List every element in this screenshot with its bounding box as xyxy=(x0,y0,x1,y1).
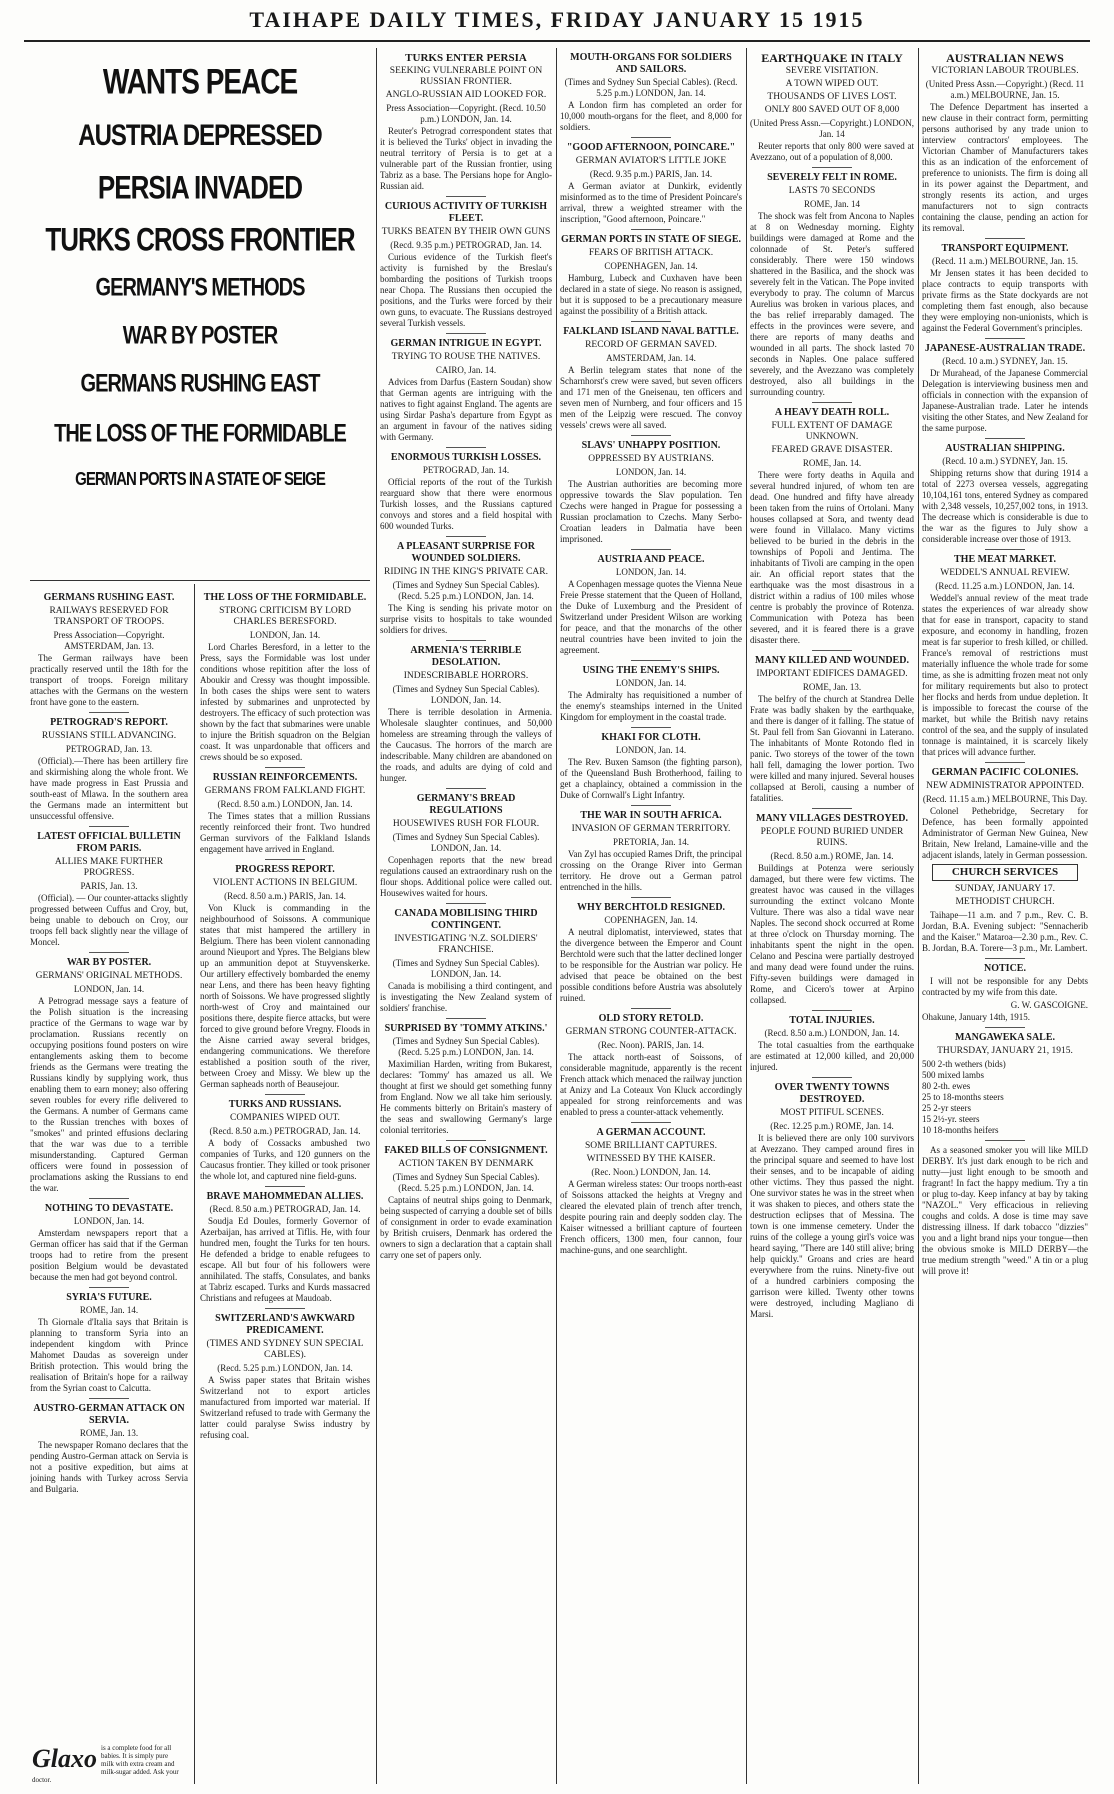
article-text: A London firm has completed an order for 10,000 mouth-organs for the fleet, and 8,000 for soldiers. xyxy=(560,100,742,132)
glaxo-text: is a complete food for all babies. It is simply pure milk with extra cream and milk-sugar added. Ask your doctor. xyxy=(32,1744,179,1784)
dateline: (Rec. Noon.) LONDON, Jan. 14. xyxy=(591,1167,711,1177)
column-4 xyxy=(560,48,742,1786)
separator xyxy=(265,767,305,768)
dateline: LONDON, Jan. 14. xyxy=(615,678,687,688)
article-text: A Copenhagen message quotes the Vienna Neue Freie Presse statement that the Queen of Holland, the Duke of Luxemburg and the President of Switzerland under President Wilson are working for peace, and that the monarchs of the other neutral countries have been invited to join the agreement. xyxy=(560,579,742,655)
article-heading: A HEAVY DEATH ROLL. xyxy=(774,407,890,418)
article-heading: A GERMAN ACCOUNT. xyxy=(596,1127,706,1138)
article-subheading: WEDDEL'S ANNUAL REVIEW. xyxy=(940,568,1070,578)
article-subheading: INVESTIGATING 'N.Z. SOLDIERS' FRANCHISE. xyxy=(394,934,538,955)
separator xyxy=(89,1198,129,1199)
article-subheading: LASTS 70 SECONDS xyxy=(788,186,876,196)
article-text: A neutral diplomatist, interviewed, states that the divergence between the Emperor and Count Berchtold were such that the latter declined longer to be responsible for the Austrian war policy. He advised that peace be obtained on the best possible conditions before Austria was absolutely ruined. xyxy=(560,927,742,1003)
separator xyxy=(89,826,129,827)
big-headline: GERMANS RUSHING EAST xyxy=(80,370,320,398)
dateline: ROME, Jan. 14. xyxy=(802,458,862,468)
separator xyxy=(446,333,486,334)
article-heading: KHAKI FOR CLOTH. xyxy=(601,732,701,743)
article-subheading: GERMAN AVIATOR'S LITTLE JOKE xyxy=(575,156,727,166)
article-text: The shock was felt from Ancona to Naples at 8 on Wednesday morning. Eighty buildings were damaged at Rome and the colonnade of St. Peter's suffered considerably. There were 150 windows shattered in the Basilica, and the shock was severely felt in the Vatican. The Pope invited everybody to pray. The column of Marcus Aurelius was broken in various places, and the bas relief irreparably damaged. The effects in the provinces were severe, and there are reports of many deaths and wounded in all parts. The shock lasted 70 seconds in Naples. One palace suffered severely, and the Avezzano was completely destroyed, also all buildings in the surrounding country. xyxy=(750,211,914,397)
article-text: Captains of neutral ships going to Denmark, being suspected of carrying a double set of bills of consignment in order to evade examination by British cruisers, Denmark has ordered the owners to sign a declaration that a captain shall carry one set of papers only. xyxy=(380,1195,552,1260)
dateline: (United Press Assn.—Copyright.) LONDON, Jan. 14 xyxy=(750,118,914,139)
big-headline: WAR BY POSTER xyxy=(122,322,278,350)
article-subheading: GERMAN STRONG COUNTER-ATTACK. xyxy=(565,1027,737,1037)
separator xyxy=(631,229,671,230)
article-heading: CURIOUS ACTIVITY OF TURKISH FLEET. xyxy=(384,201,548,224)
article-text: Soudja Ed Doules, formerly Governor of Azerbaijan, has arrived at Tiflis. He, with four hundred men, fought the Turks for ten hours. He defended a bridge to enable refugees to escape. All but four of his followers were annihilated. The staffs, Consulates, and banks at Tabriz escaped. Turks and Kurds massacred Christians and refugees at Maudoab. xyxy=(200,1216,370,1303)
column-5 xyxy=(750,48,914,1786)
article-text: Hamburg, Lubeck and Cuxhaven have been declared in a state of siege. No reason is assigned, but it is supposed to be a precautionary measure against the possibility of a British attack. xyxy=(560,273,742,316)
separator xyxy=(985,438,1025,439)
big-headline: AUSTRIA DEPRESSED xyxy=(78,118,322,153)
article-subheading: NEW ADMINISTRATOR APPOINTED. xyxy=(926,781,1084,791)
article-text: Official reports of the rout of the Turkish rearguard show that there were enormous Turkish losses, and the Russians captured convoys and stores and a field hospital with 600 wounded Turks. xyxy=(380,477,552,531)
separator xyxy=(265,1186,305,1187)
dateline: (Recd. 8.50 a.m.) ROME, Jan. 14. xyxy=(770,851,894,861)
article-text: A Swiss paper states that Britain wishes Switzerland not to export articles manufactured from imported war material. If Switzerland refused to trade with Germany the latter could paralyse Swiss industry by refusing coal. xyxy=(200,1375,370,1440)
separator xyxy=(631,897,671,898)
church-text: Taihape—11 a.m. and 7 p.m., Rev. C. B. Jordan, B.A. Evening subject: "Sennacherib and the Kaiser." Mataroa—2.30 p.m., Rev. C. B. Jordan, B.A. Torere—3 p.m., Mr. Lambert. xyxy=(922,910,1088,953)
article-heading: ENORMOUS TURKISH LOSSES. xyxy=(390,452,542,463)
separator xyxy=(812,650,852,651)
article-text: The Admiralty has requisitioned a number of the enemy's steamships interned in the United Kingdom for employment in the coastal trade. xyxy=(560,690,742,722)
church-name: METHODIST CHURCH. xyxy=(955,897,1055,907)
article-text: (Official).—There has been artillery fire and skirmishing along the whole front. We have made progress in East Prussia and south-east of Mlawa. In the southern area the Germans made an intermittent but unsuccessful offensive. xyxy=(30,756,188,821)
article-heading: MANY VILLAGES DESTROYED. xyxy=(756,813,908,824)
article-text: Mr Jensen states it has been decided to place contracts to equip transports with private firms as the State dockyards are not completing them fast enough, also because they were employing non-unionists, which is against the Federal Government's principles. xyxy=(922,268,1088,333)
article-text: The newspaper Romano declares that the pending Austro-German attack on Servia is not a positive expedition, but aims at joining hands with Turkey across Servia and Bulgaria. xyxy=(30,1440,188,1494)
dateline: PARIS, Jan. 13. xyxy=(80,881,138,891)
dateline: (Times and Sydney Sun Special Cables). (Recd. 5.25 p.m.) LONDON, Jan. 14. xyxy=(392,1172,540,1193)
article-subheading: OPPRESSED BY AUSTRIANS. xyxy=(588,454,714,464)
article-subheading: RIDING IN THE KING'S PRIVATE CAR. xyxy=(384,567,548,577)
separator xyxy=(446,447,486,448)
column-1 xyxy=(30,588,188,1786)
dateline: (Recd. 5.25 p.m.) LONDON, Jan. 14. xyxy=(217,1363,353,1373)
article-text: The total casualties from the earthquake are estimated at 12,000 killed, and 20,000 injured. xyxy=(750,1040,914,1072)
dateline: AMSTERDAM, Jan. 14. xyxy=(606,353,696,363)
column-rule xyxy=(376,48,377,1784)
separator xyxy=(985,762,1025,763)
article-text: Maximilian Harden, writing from Bukarest, declares: 'Tommy' has amazed us all. We thought at first we should get something funny from England. Now we all take him seriously. He comments bitterly on Britain's mastery of the seas and swallowing Germany's large colonial territories. xyxy=(380,1059,552,1135)
article-heading: TOTAL INJURIES. xyxy=(789,1015,875,1026)
separator xyxy=(446,788,486,789)
article-subheading: HOUSEWIVES RUSH FOR FLOUR. xyxy=(392,819,540,829)
column-6 xyxy=(922,48,1088,1786)
article-text: The King is sending his private motor on surprise visits to hospitals to take wounded soldiers for drives. xyxy=(380,603,552,635)
separator xyxy=(631,660,671,661)
article-subheading: WITNESSED BY THE KAISER. xyxy=(586,1154,716,1164)
article-text: It is believed there are only 100 survivors at Avezzano. They camped around fires in the principal square and seemed to have lost their senses, and to be incapable of aiding other victims. They thus passed the night. One survivor states he was in the street when it was shaken to pieces, and others state the destruction eclipses that of Messina. The town is one immense cemetery. Under the ruins of the college a young girl's voice was heard saying, "There are 140 still alive; bring help quickly." Groans and cries are heard everywhere from the ruins. Ninety-five out of a hundred carbiniers composing the garrison were killed. Twenty other towns were destroyed, including Magliano di Marsi. xyxy=(750,1133,914,1319)
article-text: Advices from Darfus (Eastern Soudan) show that German agents are intriguing with the natives to fight against England. The agents are using Sirdar Pasha's departure from Egypt as an argument in favour of the natives siding with Germany. xyxy=(380,377,552,442)
dateline: (Times and Sydney Sun Special Cables). LONDON, Jan. 14. xyxy=(392,684,540,705)
article-subheading: SOME BRILLIANT CAPTURES. xyxy=(584,1141,718,1151)
separator xyxy=(631,1122,671,1123)
headline-block xyxy=(30,58,370,491)
article-heading: AUSTRO-GERMAN ATTACK ON SERVIA. xyxy=(33,1403,185,1426)
notice-signature: G. W. GASCOIGNE. xyxy=(1010,1000,1088,1010)
column-2 xyxy=(200,588,370,1786)
separator xyxy=(446,1140,486,1141)
article-text: The attack north-east of Soissons, of considerable magnitude, apparently is the recent French attack which menaced the railway junction at Anizy and La Coteaux Von Kluck accordingly appealed for strong reinforcements and was enabled to press a counter-attack vehemently. xyxy=(560,1052,742,1117)
article-text: A Petrograd message says a feature of the Polish situation is the increasing practice of the Germans to wage war by proclamation. Russians recently on occupying positions found posters on wire entanglements asking them to become friends as the Germans were treating the Russians kindly by supplying work, thus enabling them to earn money; also offering seven roubles for every rifle delivered to the Germans. A number of Germans came to the Russian trenches with boxes of "smokes" and printed effusions declaring that the war was due to a terrible misunderstanding. Captured German officers were found in possession of proclamations asking the Russians to end the war. xyxy=(30,996,188,1193)
article-heading: THE LOSS OF THE FORMIDABLE. xyxy=(203,592,367,603)
notice-place: Ohakune, January 14th, 1915. xyxy=(922,1012,1030,1022)
article-heading: OLD STORY RETOLD. xyxy=(598,1013,704,1024)
big-headline: GERMANY'S METHODS xyxy=(95,274,305,302)
article-text: There were forty deaths in Aquila and several hundred injured, of whom ten are dead. One hundred and fifty have already been taken from the ruins of Ortolani. Many houses collapsed at Sora, and twenty dead were found in Villalaco. Many victims believed to be buried in the debris in the townships of Popoli and Jentima. The inhabitants of Tivoli are camping in the open air. An official report states that the earthquake was the most disastrous in a district within a radius of 100 miles whose centre is probably the province of Rotenza. Communication with Poteza has been severed, and it is feared there is a grave disaster there. xyxy=(750,470,914,645)
article-heading: CANADA MOBILISING THIRD CONTINGENT. xyxy=(394,908,538,931)
article-heading: USING THE ENEMY'S SHIPS. xyxy=(582,665,720,676)
article-heading: ARMENIA'S TERRIBLE DESOLATION. xyxy=(410,645,522,668)
article-heading: TRANSPORT EQUIPMENT. xyxy=(941,243,1069,254)
dateline: (Rec. 12.25 p.m.) ROME, Jan. 14. xyxy=(770,1121,894,1131)
separator xyxy=(631,727,671,728)
sale-item: 25 to 18-months steers xyxy=(922,1092,1004,1102)
dateline: (Recd. 10 a.m.) SYDNEY, Jan. 15. xyxy=(942,456,1068,466)
column-rule xyxy=(746,48,747,1784)
article-subheading: GERMANS' ORIGINAL METHODS. xyxy=(35,971,183,981)
dateline: LONDON, Jan. 14. xyxy=(73,1216,145,1226)
separator xyxy=(985,1140,1025,1141)
separator xyxy=(812,1077,852,1078)
dateline: (Times and Sydney Sun Special Cables). (Recd. 5.25 p.m.) LONDON, Jan. 14. xyxy=(564,77,738,98)
article-heading: WAR BY POSTER. xyxy=(66,957,152,968)
dateline: PETROGRAD, Jan. 13. xyxy=(65,744,153,754)
separator xyxy=(89,952,129,953)
dateline: (Recd. 11.25 a.m.) LONDON, Jan. 14. xyxy=(935,581,1075,591)
article-subheading: ALLIES MAKE FURTHER PROGRESS. xyxy=(54,857,164,878)
article-subheading: MOST PITIFUL SCENES. xyxy=(780,1108,884,1118)
article-text: Canada is mobilising a third contingent, and is investigating the New Zealand system of soldiers' franchise. xyxy=(380,981,552,1013)
separator xyxy=(631,137,671,138)
separator xyxy=(631,435,671,436)
article-heading: NOTHING TO DEVASTATE. xyxy=(44,1203,174,1214)
article-heading: SURPRISED BY 'TOMMY ATKINS.' xyxy=(384,1023,548,1034)
article-text: Lord Charles Beresford, in a letter to the Press, says the Formidable was lost under conditions whose repitition after the loss of Aboukir and Cressy was thought impossible. In both cases the ships were sent to waters infested by submarines and unprotected by destroyers. The efficacy of such protection was shown by the fact that submarines were unable to injure the British squadron on the Belgian coast. It was unpardonable that officers and crews should be so exposed. xyxy=(200,642,370,762)
dateline: ROME, Jan. 13. xyxy=(802,682,862,692)
article-heading: A PLEASANT SURPRISE FOR WOUNDED SOLDIERS. xyxy=(397,541,535,564)
article-subheading: VIOLENT ACTIONS IN BELGIUM. xyxy=(212,878,358,888)
article-subheading: INVASION OF GERMAN TERRITORY. xyxy=(571,824,731,834)
article-subheading: SEVERE VISITATION. xyxy=(785,66,879,76)
sale-heading: MANGAWEKA SALE. xyxy=(954,1032,1055,1043)
big-headline: WANTS PEACE xyxy=(102,62,298,101)
article-subheading: RUSSIANS STILL ADVANCING. xyxy=(41,731,177,741)
article-subheading: TURKS BEATEN BY THEIR OWN GUNS xyxy=(381,227,551,237)
sale-day: THURSDAY, JANUARY 21, 1915. xyxy=(937,1046,1073,1056)
dateline: (Recd. 8.50 a.m.) PETROGRAD, Jan. 14. xyxy=(209,1204,361,1214)
dateline: (Times and Sydney Sun Special Cables). (Recd. 5.25 p.m.) LONDON, Jan. 14. xyxy=(392,1036,540,1057)
article-heading: THE MEAT MARKET. xyxy=(954,554,1056,565)
article-heading: OVER TWENTY TOWNS DESTROYED. xyxy=(774,1082,890,1105)
dateline: Press Association—Copyright. (Recd. 10.50 p.m.) LONDON, Jan. 14. xyxy=(386,103,546,124)
article-subheading: VICTORIAN LABOUR TROUBLES. xyxy=(931,66,1079,76)
column-3 xyxy=(380,48,552,1786)
article-heading: "GOOD AFTERNOON, POINCARE." xyxy=(566,142,736,153)
article-subheading: FULL EXTENT OF DAMAGE UNKNOWN. xyxy=(771,421,893,442)
big-headline: GERMAN PORTS IN A STATE OF SEIGE xyxy=(75,468,325,491)
separator xyxy=(812,1010,852,1011)
article-heading: SWITZERLAND'S AWKWARD PREDICAMENT. xyxy=(215,1313,355,1336)
separator xyxy=(446,196,486,197)
article-heading: AUSTRALIAN SHIPPING. xyxy=(945,443,1065,454)
article-heading: MANY KILLED AND WOUNDED. xyxy=(755,655,909,666)
article-heading: SYRIA'S FUTURE. xyxy=(66,1292,152,1303)
dateline: (Recd. 9.35 p.m.) PETROGRAD, Jan. 14. xyxy=(390,240,542,250)
article-heading: THE WAR IN SOUTH AFRICA. xyxy=(580,810,722,821)
article-heading: GERMANY'S BREAD REGULATIONS xyxy=(416,793,516,816)
article-text: The Rev. Buxen Samson (the fighting parson), of the Queensland Bush Brotherhood, failing to get a chaplaincy, obtained a commission in the Duke of Cornwall's Light Infantry. xyxy=(560,757,742,800)
church-services-heading: CHURCH SERVICES xyxy=(932,864,1078,881)
dateline: ROME, Jan. 14 xyxy=(804,199,860,209)
church-day: SUNDAY, JANUARY 17. xyxy=(955,884,1055,894)
dateline: COPENHAGEN, Jan. 14. xyxy=(604,261,698,271)
article-text: The Times states that a million Russians recently reinforced their front. Two hundred German survivors of the Falkland Islands engagement have arrived in England. xyxy=(200,811,370,854)
article-text: A German aviator at Dunkirk, evidently misinformed as to the time of President Poincare's arrival, threw a weighted streamer with the inscription, "Good afternoon, Poincare." xyxy=(560,181,742,224)
separator xyxy=(812,402,852,403)
article-subheading: A TOWN WIPED OUT. xyxy=(785,79,879,89)
article-heading: TURKS AND RUSSIANS. xyxy=(228,1099,342,1110)
article-heading: LATEST OFFICIAL BULLETIN FROM PARIS. xyxy=(37,831,181,854)
article-subheading: SEEKING VULNERABLE POINT ON RUSSIAN FRONTIER. xyxy=(389,66,543,87)
article-text: The German railways have been practically reserved until the 18th for the transport of troops. Foreign military attaches with the Germans on the western front have gone to the eastern. xyxy=(30,653,188,707)
dateline: (Recd. 10 a.m.) SYDNEY, Jan. 15. xyxy=(942,356,1068,366)
column-rule xyxy=(556,48,557,1784)
dateline: (Recd. 8.50 a.m.) PARIS, Jan. 14. xyxy=(224,891,346,901)
separator xyxy=(89,1287,129,1288)
article-subheading: FEARED GRAVE DISASTER. xyxy=(771,445,893,455)
column-rule xyxy=(918,48,919,1784)
article-subheading: FEARS OF BRITISH ATTACK. xyxy=(588,248,714,258)
headline-rule xyxy=(30,580,370,581)
article-subheading: STRONG CRITICISM BY LORD CHARLES BERESFORD. xyxy=(219,606,351,627)
sale-item: 500 mixed lambs xyxy=(922,1070,984,1080)
article-text: Reuter reports that only 800 were saved at Avezzano, out of a population of 8,000. xyxy=(750,141,914,162)
dateline: (Times and Sydney Sun Special Cables). (Recd. 5.25 p.m.) LONDON, Jan. 14. xyxy=(392,580,540,601)
article-heading: SLAVS' UNHAPPY POSITION. xyxy=(581,440,721,451)
dateline: LONDON, Jan. 14. xyxy=(615,567,687,577)
article-heading: MOUTH-ORGANS FOR SOLDIERS AND SAILORS. xyxy=(570,52,732,75)
notice-text: I will not be responsible for any Debts contracted by my wife from this date. xyxy=(922,976,1088,997)
sale-item: 500 2-th wethers (bids) xyxy=(922,1059,1006,1069)
article-heading: RUSSIAN REINFORCEMENTS. xyxy=(212,772,358,783)
dateline: LONDON, Jan. 14. xyxy=(249,630,321,640)
dateline: (Recd. 11 a.m.) MELBOURNE, Jan. 15. xyxy=(932,256,1078,266)
article-subheading: IMPORTANT EDIFICES DAMAGED. xyxy=(756,669,908,679)
article-subheading: GERMANS FROM FALKLAND FIGHT. xyxy=(204,786,366,796)
separator xyxy=(985,549,1025,550)
article-text: Weddel's annual review of the meat trade states the experiences of war already show that for ease in transport, capacity to stand exposure, and economy in handling, frozen meat is far superior to fresh killed, or chilled. France's removal of restrictions must materially influence the whole trade for some time, as she is admitting frozen meat not only for military requirements but also to protect her flocks and herds from undue depletion. It is impossible to forecast the course of the market, but while the British navy retains control of the sea, and the supply of insulated tonnage is maintained, it is scarcely likely that prices will advance further. xyxy=(922,593,1088,757)
article-text: Amsterdam newspapers report that a German officer has said that if the German troops had to retire from the present position Belgium would be devastated because the men had got beyond control. xyxy=(30,1228,188,1282)
dateline: (Recd. 8.50 a.m.) PETROGRAD, Jan. 14. xyxy=(209,1126,361,1136)
article-heading: SEVERELY FELT IN ROME. xyxy=(767,172,897,183)
dateline: (United Press Assn.—Copyright.) (Recd. 11 a.m.) MELBOURNE, Jan. 15. xyxy=(925,79,1085,100)
dateline: (Rec. Noon). PARIS, Jan. 14. xyxy=(598,1040,704,1050)
glaxo-logo: Glaxo xyxy=(32,1744,97,1773)
article-heading: WHY BERCHTOLD RESIGNED. xyxy=(576,902,726,913)
dateline: LONDON, Jan. 14. xyxy=(615,467,687,477)
article-text: A body of Cossacks ambushed two companies of Turks, and 120 gunners on the Caucasus frontier. They killed or took prisoner the whole lot, and captured nine field-guns. xyxy=(200,1138,370,1181)
dateline: (Times and Sydney Sun Special Cables). LONDON, Jan. 14. xyxy=(392,832,540,853)
separator xyxy=(812,808,852,809)
column-rule xyxy=(194,584,195,1784)
article-text: (Official). — Our counter-attacks slightly progressed between Cuffus and Croy, but, being unable to debouch on Croy, our troops fell back slightly near the village of Moncel. xyxy=(30,893,188,947)
sale-item: 80 2-th. ewes xyxy=(922,1081,971,1091)
separator xyxy=(631,1008,671,1009)
article-subheading: (TIMES AND SYDNEY SUN SPECIAL CABLES). xyxy=(206,1339,364,1360)
dateline: Press Association—Copyright. AMSTERDAM, Jan. 13. xyxy=(53,630,165,651)
dateline: (Recd. 8.50 a.m.) LONDON, Jan. 14. xyxy=(764,1028,900,1038)
dateline: PETROGRAD, Jan. 14. xyxy=(422,465,510,475)
article-text: Von Kluck is commanding in the neighbourhood of Soissons. A communique states that mist hampered the artillery in Belgium. There has been violent cannonading around Nieuport and Ypres. The Belgians blew up an ammunition depot at Stuyvenskerke. Our artillery effectively bombarded the enemy near Lens, and there has been heavy fighting north of Soissons. We have progressed slightly north-west of Croy and maintained our positions there, despite fierce attacks, but were forced to give ground before Vregny. Floods in the Aisne carried away several bridges, endangering communications. We therefore established a position south of the river, between Croey and Missy. We blew up the German sapheads north of Beausejour. xyxy=(200,903,370,1089)
article-heading: FAKED BILLS OF CONSIGNMENT. xyxy=(384,1145,548,1156)
article-subheading: TRYING TO ROUSE THE NATIVES. xyxy=(391,352,541,362)
article-text: Reuter's Petrograd correspondent states that it is believed the Turks' object in invading the neutral territory of Persia is to get at a vulnerable part of the Russian frontier, using Tabriz as a base. The Persians hope for Anglo-Russian aid. xyxy=(380,126,552,191)
dateline: PRETORIA, Jan. 14. xyxy=(612,837,690,847)
dateline: (Recd. 8.50 a.m.) LONDON, Jan. 14. xyxy=(217,799,353,809)
article-text: Th Giornale d'Italia says that Britain is planning to transform Syria into an independent kingdom with Prince Mahomet Daudas as sovereign under British protection. This would bring the realisation of Britain's hope for a railway from the Syrian coast to Calcutta. xyxy=(30,1317,188,1393)
separator xyxy=(985,338,1025,339)
dateline: LONDON, Jan. 14. xyxy=(73,984,145,994)
article-subheading: THOUSANDS OF LIVES LOST. xyxy=(767,92,897,102)
dateline: (Recd. 11.15 a.m.) MELBOURNE, This Day. xyxy=(922,794,1088,804)
article-heading: PETROGRAD'S REPORT. xyxy=(50,717,168,728)
article-heading: GERMAN INTRIGUE IN EGYPT. xyxy=(390,338,542,349)
big-headline: TURKS CROSS FRONTIER xyxy=(45,220,355,258)
separator xyxy=(812,167,852,168)
article-heading: EARTHQUAKE IN ITALY xyxy=(761,51,903,65)
dateline: ROME, Jan. 14. xyxy=(79,1305,139,1315)
article-heading: AUSTRALIAN NEWS xyxy=(946,51,1064,65)
article-heading: FALKLAND ISLAND NAVAL BATTLE. xyxy=(563,326,739,337)
separator xyxy=(985,958,1025,959)
separator xyxy=(985,1027,1025,1028)
article-text: Shipping returns show that during 1914 a total of 2273 oversea vessels, aggregating 10,104,161 tons, entered Sydney as compared with 2,348 vessels, 10,257,002 tons, in 1913. The decrease which is considerable is due to the war as the figures to July show a considerable increase over those of 1913. xyxy=(922,468,1088,544)
separator xyxy=(631,805,671,806)
separator xyxy=(89,1398,129,1399)
separator xyxy=(446,903,486,904)
dateline: (Times and Sydney Sun Special Cables). LONDON, Jan. 14. xyxy=(392,958,540,979)
article-heading: AUSTRIA AND PEACE. xyxy=(597,554,705,565)
sale-item: 15 2½-yr. steers xyxy=(922,1114,980,1124)
dateline: ROME, Jan. 13. xyxy=(79,1428,139,1438)
masthead-rule xyxy=(24,40,1090,42)
article-subheading: PEOPLE FOUND BURIED UNDER RUINS. xyxy=(760,827,904,848)
glaxo-advert xyxy=(32,1744,182,1784)
dateline: COPENHAGEN, Jan. 14. xyxy=(604,915,698,925)
article-text: Colonel Pethebridge, Secretary for Defence, has been formally appointed Administrator of German New Guinea, New Britain, New Ireland, Lamaine-ville and the adjacent islands, lately in German possession. xyxy=(922,806,1088,860)
article-heading: TURKS ENTER PERSIA xyxy=(405,52,527,64)
sale-item: 25 2-yr steers xyxy=(922,1103,971,1113)
article-text: The Austrian authorities are becoming more oppressive towards the Slav population. Ten Czechs were hanged in Prague for possessing a Russian proclamation to Czechs. Many Serbo-Croatian leaders in Dalmatia have been imprisoned. xyxy=(560,479,742,544)
separator xyxy=(265,1094,305,1095)
dateline: LONDON, Jan. 14. xyxy=(615,745,687,755)
notice-heading: NOTICE. xyxy=(984,963,1026,974)
advert-text: As a seasoned smoker you will like MILD DERBY. It's just dark enough to be rich and nutty—just light enough to be smooth and fragrant! In fact the happy medium. Try a tin or plug to-day. Keep infancy at bay by taking "NAZOL." Very efficacious in relieving coughs and colds. A dose is time may save distressing illness. If dark tobacco "dizzies" you and a light brand nips your tongue—then the obvious smoke is MILD DERBY—the true medium strength "weed." A tin or a plug will prove it! xyxy=(922,1145,1088,1276)
article-text: Copenhagen reports that the new bread regulations caused an extraordinary rush on the flour shops. Additional police were called out. Housewives waited for hours. xyxy=(380,855,552,898)
dateline: (Recd. 9.35 p.m.) PARIS, Jan. 14. xyxy=(589,169,713,179)
article-text: Curious evidence of the Turkish fleet's activity is furnished by the Breslau's bombarding the positions of Turkish troops near Chopa. The Russians then occupied the positions, and the Turks were forced by their own guns, to evacuate. The Russians destroyed several Turkish vessels. xyxy=(380,252,552,328)
article-subheading: ONLY 800 SAVED OUT OF 8,000 xyxy=(764,105,900,115)
article-heading: GERMANS RUSHING EAST. xyxy=(43,592,175,603)
masthead: TAIHAPE DAILY TIMES, FRIDAY JANUARY 15 1915 xyxy=(249,7,865,32)
article-subheading: COMPANIES WIPED OUT. xyxy=(230,1113,340,1123)
separator xyxy=(89,712,129,713)
article-text: Buildings at Potenza were seriously damaged, but there were few victims. The greatest havoc was caused in the villages surrounding the extinct volcano Monte Vulture. There was also a tidal wave near Naples. The second shock occurred at Rome at three o'clock on Thursday morning. The inhabitants spent the night in the open. Celano and Pescina were partially destroyed and many dead were found under the ruins. Fifty-seven buildings were damaged in Rome, and Cicero's tower at Arpino collapsed. xyxy=(750,863,914,1005)
article-subheading: ACTION TAKEN BY DENMARK xyxy=(398,1159,534,1169)
article-text: Dr Murahead, of the Japanese Commercial Delegation is interviewing business men and officials in connection with the expansion of Japanese-Australian trade. Later he intends visiting the other States, and New Zealand for the same purpose. xyxy=(922,368,1088,433)
article-text: Van Zyl has occupied Rames Drift, the principal crossing on the Orange River into German territory. He drove out a German patrol entrenched in the hills. xyxy=(560,849,742,892)
article-text: The Defence Department has inserted a new clause in their contract form, permitting persons authorised by any trade union to interview contractors' employees. The Victorian Chamber of Manufacturers takes this as an indication of the enforcement of preference to unionists. The firm is doing all in its power against the Department, and strongly resents its action, and urges manufacturers not to sign contracts containing the clause, pending an action for its removal. xyxy=(922,102,1088,233)
big-headline: PERSIA INVADED xyxy=(97,168,303,206)
dateline: CAIRO, Jan. 14. xyxy=(435,365,497,375)
article-subheading: RECORD OF GERMAN SAVED. xyxy=(585,340,717,350)
separator xyxy=(265,1308,305,1309)
article-heading: BRAVE MAHOMMEDAN ALLIES. xyxy=(206,1191,364,1202)
article-subheading: RAILWAYS RESERVED FOR TRANSPORT OF TROOPS. xyxy=(49,606,169,627)
article-text: The belfry of the church at Standrea Delle Frate was badly shaken by the earthquake, and there is danger of it falling. The statue of St. Paul fell from San Giovanni in Laterano. The inhabitants of Monte Rotondo fled in panic. Two storeys of the tower of the town hall fell, damaging the lower portion. Two were killed and many injured. Several houses collapsed at Beroli, causing a number of fatalities. xyxy=(750,694,914,803)
sale-item: 10 18-months heifers xyxy=(922,1125,999,1135)
separator xyxy=(446,536,486,537)
separator xyxy=(265,859,305,860)
article-subheading: INDESCRIBABLE HORRORS. xyxy=(403,671,529,681)
article-text: There is terrible desolation in Armenia. Wholesale slaughter continues, and 50,000 homeless are streaming through the valleys of the Caucasus. The horrors of the march are indescribable. Many children are abandoned on the roads, and adults are dying of cold and hunger. xyxy=(380,707,552,783)
article-subheading: ANGLO-RUSSIAN AID LOOKED FOR. xyxy=(385,90,547,100)
article-heading: PROGRESS REPORT. xyxy=(235,864,335,875)
separator xyxy=(631,549,671,550)
article-text: A Berlin telegram states that none of the Scharnhorst's crew were saved, but seven officers and 171 men of the Gneisenau, ten officers and seven men of Nurnberg, and four officers and 15 men of the Leipzig were rescued. The convoy vessels' crews were all saved. xyxy=(560,365,742,430)
article-text: A German wireless states: Our troops north-east of Soissons attacked the heights at Vregny and cleared the elevated plain of trench after trench, despite pouring rain and deeply sodden clay. The Kaiser witnessed a brilliant capture of fourteen French officers, 1300 men, four cannon, four machine-guns, and one searchlight. xyxy=(560,1179,742,1255)
separator xyxy=(985,238,1025,239)
separator xyxy=(446,640,486,641)
separator xyxy=(446,1018,486,1019)
article-heading: GERMAN PORTS IN STATE OF SIEGE. xyxy=(560,234,742,245)
big-headline: THE LOSS OF THE FORMIDABLE xyxy=(54,420,346,448)
article-heading: GERMAN PACIFIC COLONIES. xyxy=(931,767,1079,778)
article-heading: JAPANESE-AUSTRALIAN TRADE. xyxy=(924,343,1086,354)
separator xyxy=(631,321,671,322)
